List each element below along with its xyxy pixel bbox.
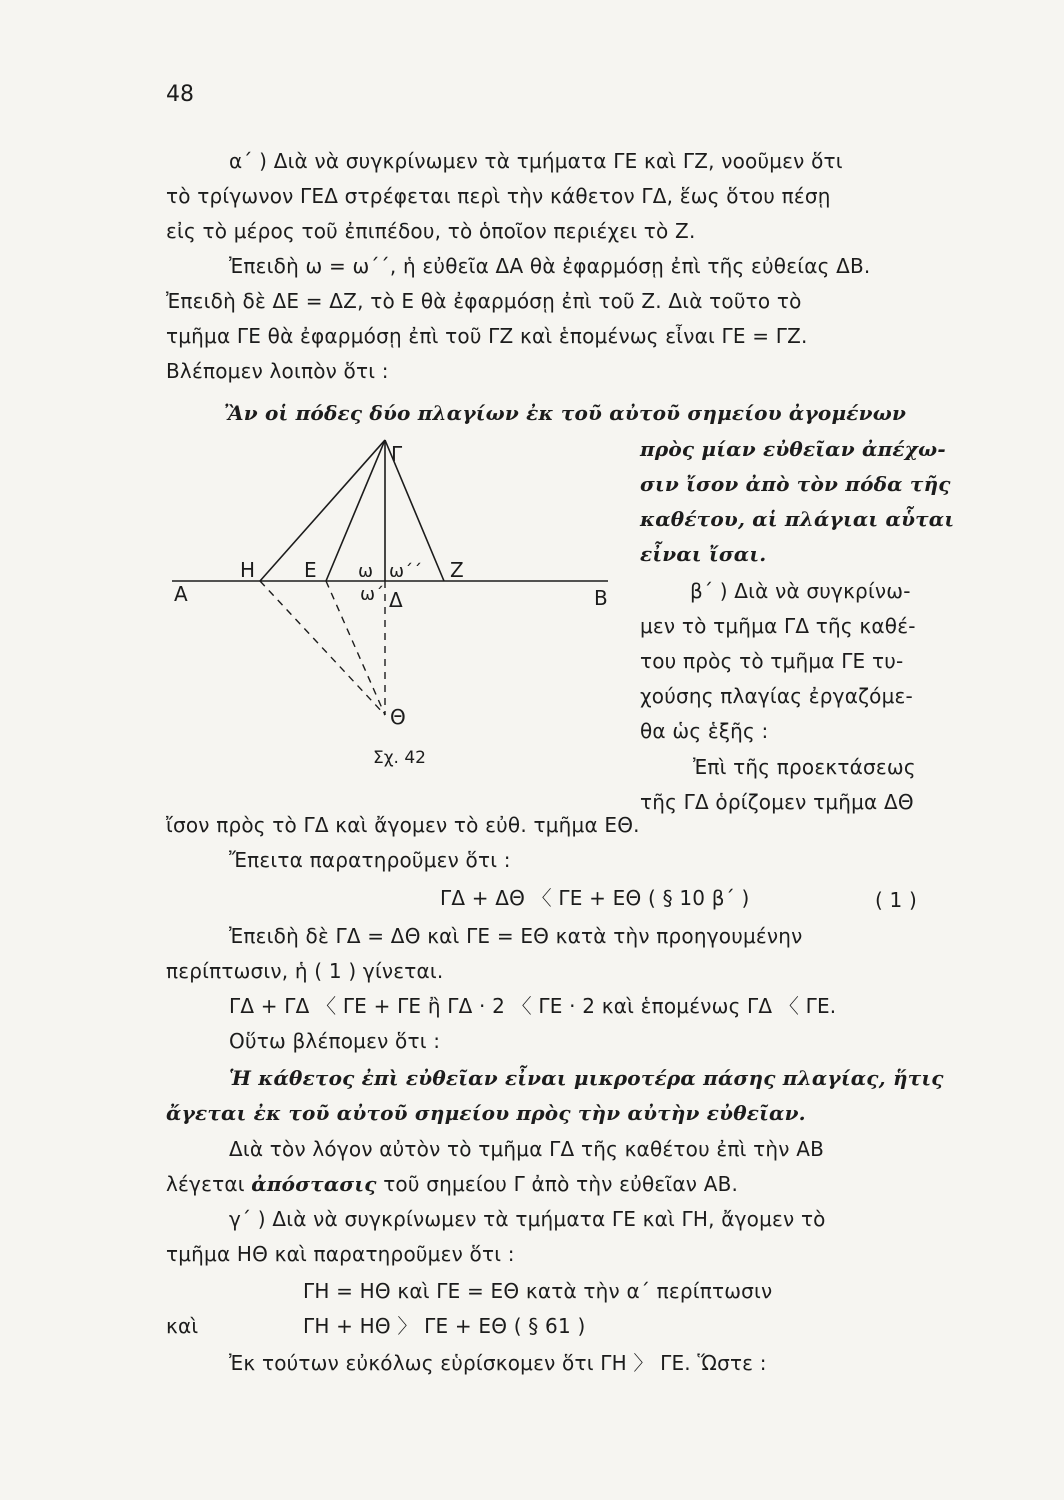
- label-A: Α: [174, 582, 188, 606]
- theorem-line: εἶναι ἴσαι.: [640, 542, 767, 566]
- text-line: τῆς ΓΔ ὁρίζομεν τμῆμα ΔΘ: [640, 790, 914, 814]
- equation-number: ( 1 ): [875, 888, 918, 912]
- term-apostasis: ἀπόστασις: [251, 1172, 377, 1196]
- equation: ΓΗ + ΗΘ 〉 ΓΕ + ΕΘ ( § 61 ): [303, 1314, 586, 1338]
- text-span: λέγεται: [166, 1172, 245, 1196]
- theorem-line: καθέτου, αἱ πλάγιαι αὗται: [640, 507, 955, 531]
- text-line: χούσης πλαγίας ἐργαζόμε-: [640, 684, 913, 708]
- text-line: [166, 1171, 738, 1197]
- text-line: Ἐπειδὴ δὲ ΓΔ = ΔΘ καὶ ΓΕ = ΕΘ κατὰ τὴν προηγουμένην: [229, 924, 803, 948]
- text-line: γ΄ ) Διὰ νὰ συγκρίνωμεν τὰ τμήματα ΓΕ καὶ ΓΗ, ἄγομεν τὸ: [229, 1207, 826, 1231]
- text-line: Βλέπομεν λοιπὸν ὅτι :: [166, 359, 389, 383]
- text-line: α΄ ) Διὰ νὰ συγκρίνωμεν τὰ τμήματα ΓΕ καὶ ΓΖ, νοοῦμεν ὅτι: [229, 149, 843, 173]
- text-line: εἰς τὸ μέρος τοῦ ἐπιπέδου, τὸ ὁποῖον περιέχει τὸ Ζ.: [166, 219, 696, 243]
- label-E: Ε: [304, 558, 317, 582]
- text-line: Ἐπὶ τῆς προεκτάσεως: [693, 755, 916, 779]
- label-H: Η: [240, 558, 256, 582]
- label-B: Β: [594, 586, 608, 610]
- equation: ΓΔ + ΓΔ 〈 ΓΕ + ΓΕ ἢ ΓΔ · 2 〈 ΓΕ · 2 καὶ ἑπομένως ΓΔ 〈 ΓΕ.: [229, 994, 837, 1018]
- text-line: Ἐπειδὴ δὲ ΔΕ = ΔΖ, τὸ Ε θὰ ἐφαρμόσῃ ἐπὶ τοῦ Ζ. Διὰ τοῦτο τὸ: [166, 289, 802, 313]
- text-line: του πρὸς τὸ τμῆμα ΓΕ τυ-: [640, 649, 904, 673]
- equation: ΓΗ = ΗΘ καὶ ΓΕ = ΕΘ κατὰ τὴν α΄ περίπτωσιν: [303, 1279, 773, 1303]
- text-span: τοῦ σημείου Γ ἀπὸ τὴν εὐθεῖαν ΑΒ.: [383, 1172, 739, 1196]
- label-G: Γ: [391, 442, 403, 466]
- label-D: Δ: [389, 588, 403, 612]
- text-line: τμῆμα ΗΘ καὶ παρατηροῦμεν ὅτι :: [166, 1242, 515, 1266]
- equation: ΓΔ + ΔΘ 〈 ΓΕ + ΕΘ ( § 10 β΄ ): [440, 886, 750, 910]
- text-line: Οὕτω βλέπομεν ὅτι :: [229, 1029, 441, 1053]
- text-line: τὸ τρίγωνον ΓΕΔ στρέφεται περὶ τὴν κάθετον ΓΔ, ἕως ὅτου πέσῃ: [166, 184, 831, 208]
- label-omega: ω: [358, 561, 374, 582]
- theorem-line: σιν ἴσον ἀπὸ τὸν πόδα τῆς: [640, 472, 951, 496]
- oblique-GE: [326, 440, 385, 581]
- text-line: μεν τὸ τμῆμα ΓΔ τῆς καθέ-: [640, 614, 916, 638]
- label-Z: Ζ: [450, 558, 464, 582]
- theorem-line: ἄγεται ἐκ τοῦ αὐτοῦ σημείου πρὸς τὴν αὐτὴν εὐθεῖαν.: [166, 1101, 806, 1125]
- page-number: 48: [166, 82, 194, 107]
- text-line: Ἐπειδὴ ω = ω΄΄, ἡ εὐθεῖα ΔΑ θὰ ἐφαρμόσῃ ἐπὶ τῆς εὐθείας ΔΒ.: [229, 254, 871, 278]
- text-line: ἴσον πρὸς τὸ ΓΔ καὶ ἄγομεν τὸ εὐθ. τμῆμα ΕΘ.: [166, 813, 640, 837]
- figure-caption: Σχ. 42: [373, 748, 427, 768]
- text-line: θα ὡς ἑξῆς :: [640, 719, 769, 743]
- geometry-figure: [168, 425, 618, 770]
- label-omega-prime: ω΄: [360, 584, 385, 605]
- text-line: Διὰ τὸν λόγον αὐτὸν τὸ τμῆμα ΓΔ τῆς καθέτου ἐπὶ τὴν ΑΒ: [229, 1137, 825, 1161]
- text-line: τμῆμα ΓΕ θὰ ἐφαρμόσῃ ἐπὶ τοῦ ΓΖ καὶ ἑπομένως εἶναι ΓΕ = ΓΖ.: [166, 324, 808, 348]
- theorem-line: Ἂν οἱ πόδες δύο πλαγίων ἐκ τοῦ αὐτοῦ σημείου ἀγομένων: [224, 401, 907, 425]
- theorem-line: πρὸς μίαν εὐθεῖαν ἀπέχω-: [640, 437, 946, 461]
- equation-label: καὶ: [166, 1314, 199, 1338]
- text-line: β΄ ) Διὰ νὰ συγκρίνω-: [690, 579, 911, 603]
- text-line: Ἐκ τούτων εὐκόλως εὑρίσκομεν ὅτι ΓΗ 〉 ΓΕ. Ὥστε :: [229, 1351, 767, 1375]
- text-line: Ἔπειτα παρατηροῦμεν ὅτι :: [229, 848, 511, 872]
- oblique-GH: [260, 440, 385, 581]
- label-omega-double: ω΄΄: [389, 561, 423, 582]
- label-TH: Θ: [390, 705, 406, 729]
- text-line: περίπτωσιν, ἡ ( 1 ) γίνεται.: [166, 959, 444, 983]
- theorem-line: Ἡ κάθετος ἐπὶ εὐθεῖαν εἶναι μικροτέρα πάσης πλαγίας, ἥτις: [229, 1066, 944, 1090]
